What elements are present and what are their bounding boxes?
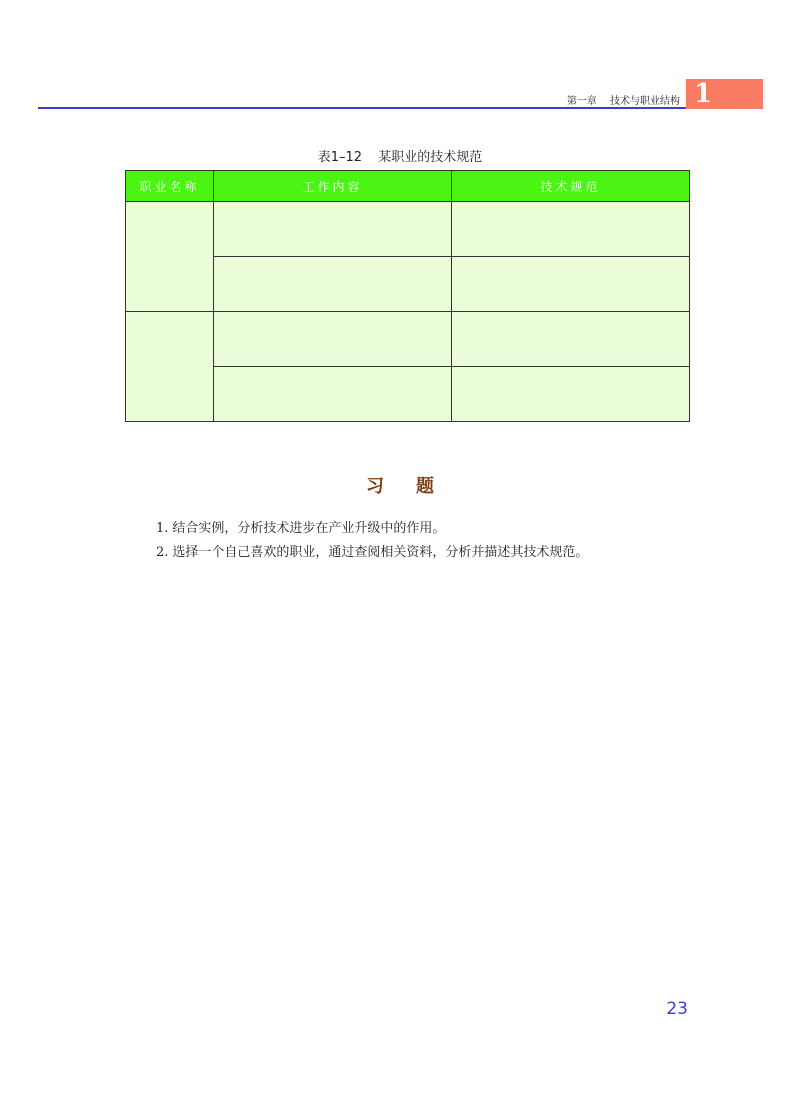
occupation-cell bbox=[126, 202, 214, 312]
technical-spec-cell bbox=[452, 202, 690, 257]
work-content-cell bbox=[214, 202, 452, 257]
exercise-number: 2. bbox=[156, 545, 169, 560]
occupation-cell bbox=[126, 312, 214, 422]
work-content-cell bbox=[214, 257, 452, 312]
header-rule bbox=[38, 107, 686, 109]
exercise-section-title: 习题 bbox=[366, 476, 466, 497]
column-header-occupation: 职业名称 bbox=[126, 171, 214, 202]
header-chapter-title: 技术与职业结构 bbox=[610, 96, 680, 107]
table-header-row bbox=[126, 171, 690, 202]
table-caption-title: 某职业的技术规范 bbox=[378, 150, 483, 165]
table-row bbox=[126, 202, 690, 257]
table-caption bbox=[0, 146, 800, 165]
technical-spec-cell bbox=[452, 367, 690, 422]
exercise-number: 1. bbox=[156, 521, 169, 536]
work-content-cell bbox=[214, 367, 452, 422]
work-content-cell bbox=[214, 312, 452, 367]
page-number: 23 bbox=[666, 999, 688, 1019]
table-row bbox=[126, 312, 690, 367]
exercise-text: 结合实例，分析技术进步在产业升级中的作用。 bbox=[172, 521, 446, 536]
exercise-item bbox=[156, 519, 588, 543]
table-caption-number: 表1–12 bbox=[317, 150, 363, 165]
column-header-work-content: 工作内容 bbox=[214, 171, 452, 202]
exercise-list bbox=[156, 519, 588, 567]
technical-spec-cell bbox=[452, 257, 690, 312]
technical-spec-table bbox=[125, 170, 690, 422]
column-header-technical-spec: 技术规范 bbox=[452, 171, 690, 202]
chapter-number-badge: 1 bbox=[686, 79, 763, 109]
technical-spec-cell bbox=[452, 312, 690, 367]
running-header bbox=[567, 92, 680, 107]
header-chapter: 第一章 bbox=[566, 96, 597, 107]
exercise-text: 选择一个自己喜欢的职业，通过查阅相关资料，分析并描述其技术规范。 bbox=[172, 545, 589, 560]
exercise-item bbox=[156, 543, 588, 567]
